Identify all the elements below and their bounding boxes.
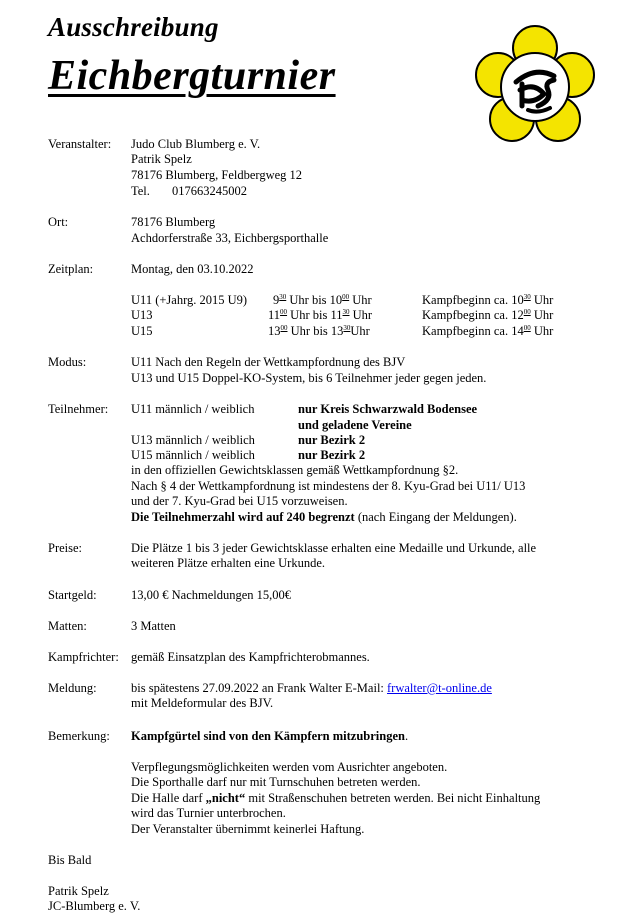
kampfrichter-text: gemäß Einsatzplan des Kampfrichterobmannes. (131, 650, 370, 664)
meldung-email-link[interactable]: frwalter@t-online.de (387, 681, 492, 695)
veranstalter-person: Patrik Spelz (131, 152, 192, 166)
label-modus: Modus: (48, 355, 87, 369)
closing-name: Patrik Spelz (48, 884, 109, 898)
startgeld-text: 13,00 € Nachmeldungen 15,00€ (131, 588, 292, 602)
zeitplan-group: U11 (+Jahrg. 2015 U9) (131, 293, 248, 307)
bemerkung-bold: Kampfgürtel sind von den Kämpfern mitzubringen. (131, 729, 409, 743)
modus-line1: U11 Nach den Regeln der Wettkampfordnung des BJV (131, 355, 406, 369)
bemerkung-halle: Die Halle darf „nicht“ mit Straßenschuhen betreten werden. Bei nicht Einhaltung (131, 791, 541, 805)
closing-greeting: Bis Bald (48, 853, 92, 867)
label-teilnehmer: Teilnehmer: (48, 402, 109, 416)
teilnehmer-u13: U13 männlich / weiblich (131, 433, 255, 447)
label-startgeld: Startgeld: (48, 588, 97, 602)
teilnehmer-u11: U11 männlich / weiblich (131, 402, 255, 416)
zeitplan-date: Montag, den 03.10.2022 (131, 262, 254, 276)
ort-city: 78176 Blumberg (131, 215, 216, 229)
teilnehmer-limit: Die Teilnehmerzahl wird auf 240 begrenzt (nach Eingang der Meldungen). (131, 510, 517, 524)
teilnehmer-kyu1: Nach § 4 der Wettkampfordnung ist mindestens der 8. Kyu-Grad bei U11/ U13 (131, 479, 526, 493)
preise-line2: weiteren Plätze erhalten eine Urkunde. (131, 556, 326, 570)
veranstalter-tel: 017663245002 (172, 184, 247, 198)
teilnehmer-gewicht: in den offiziellen Gewichtsklassen gemäß Wettkampfordnung §2. (131, 463, 459, 477)
zeitplan-time: $9^{30}$ Uhr bis $10^{00}$ Uhr (273, 293, 372, 307)
judo-club-logo-icon (472, 24, 598, 150)
matten-text: 3 Matten (131, 619, 176, 633)
zeitplan-kampfbeginn: Kampfbeginn ca. $12^{00}$ Uhr (422, 308, 554, 322)
zeitplan-time: $13^{00}$ Uhr bis $13^{30}Uhr$ (268, 324, 370, 338)
veranstalter-club: Judo Club Blumberg e. V. (131, 137, 261, 151)
zeitplan-kampfbeginn: Kampfbeginn ca. $14^{00}$ Uhr (422, 324, 554, 338)
label-bemerkung: Bemerkung: (48, 729, 110, 743)
bemerkung-halle-line2: wird das Turnier unterbrochen. (131, 806, 286, 820)
bemerkung-turnschuhe: Die Sporthalle darf nur mit Turnschuhen betreten werden. (131, 775, 421, 789)
title-ausschreibung: Ausschreibung (48, 12, 219, 42)
label-preise: Preise: (48, 541, 83, 555)
closing-club: JC-Blumberg e. V. (48, 899, 141, 913)
bemerkung-verpflegung: Verpflegungsmöglichkeiten werden vom Ausrichter angeboten. (131, 760, 448, 774)
preise-line1: Die Plätze 1 bis 3 jeder Gewichtsklasse erhalten eine Medaille und Urkunde, alle (131, 541, 537, 555)
zeitplan-time: $11^{00}$ Uhr bis $11^{30}$ Uhr (268, 308, 373, 322)
meldung-text: bis spätestens 27.09.2022 an Frank Walter E-Mail: frwalter@t-online.de (131, 681, 492, 695)
label-ort: Ort: (48, 215, 69, 229)
label-meldung: Meldung: (48, 681, 97, 695)
label-veranstalter: Veranstalter: (48, 137, 112, 151)
label-matten: Matten: (48, 619, 87, 633)
teilnehmer-u15: U15 männlich / weiblich (131, 448, 255, 462)
teilnehmer-kyu2: und der 7. Kyu-Grad bei U15 vorzuweisen. (131, 494, 348, 508)
meldung-line2: mit Meldeformular des BJV. (131, 696, 274, 710)
title-eichbergturnier: Eichbergturnier (48, 53, 336, 99)
ort-street: Achdorferstraße 33, Eichbergsporthalle (131, 231, 329, 245)
veranstalter-tel-label: Tel. (131, 184, 150, 198)
label-zeitplan: Zeitplan: (48, 262, 94, 276)
bemerkung-haftung: Der Veranstalter übernimmt keinerlei Haftung. (131, 822, 365, 836)
teilnehmer-u11-note1: nur Kreis Schwarzwald Bodensee (298, 402, 478, 416)
veranstalter-address: 78176 Blumberg, Feldbergweg 12 (131, 168, 303, 182)
teilnehmer-u11-note2: und geladene Vereine (298, 418, 412, 432)
zeitplan-group: U13 (131, 308, 153, 322)
modus-line2: U13 und U15 Doppel-KO-System, bis 6 Teilnehmer jeder gegen jeden. (131, 371, 487, 385)
teilnehmer-u15-note: nur Bezirk 2 (298, 448, 366, 462)
label-kampfrichter: Kampfrichter: (48, 650, 119, 664)
zeitplan-group: U15 (131, 324, 153, 338)
teilnehmer-u13-note: nur Bezirk 2 (298, 433, 366, 447)
zeitplan-kampfbeginn: Kampfbeginn ca. $10^{30}$ Uhr (422, 293, 554, 307)
